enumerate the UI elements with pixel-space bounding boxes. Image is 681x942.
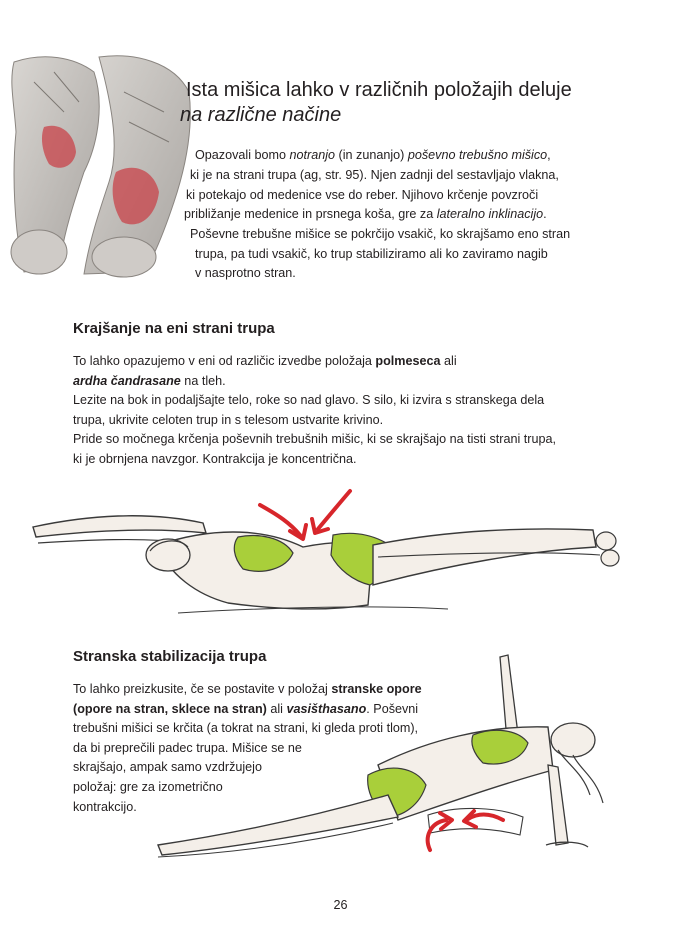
section1-heading: Krajšanje na eni strani trupa <box>73 320 275 337</box>
section2-line: da bi preprečili padec trupa. Mišice se ne <box>73 740 302 755</box>
side-plank-pose-illustration <box>128 655 668 875</box>
section1-line: To lahko opazujemo v eni od različic izvedbe položaja polmeseca ali <box>73 354 457 368</box>
page-title-line1: Ista mišica lahko v različnih položajih deluje <box>186 79 572 101</box>
section1-line: trupa, ukrivite celoten trup in s telesom ustvarite krivino. <box>73 412 384 427</box>
intro-line-6: trupa, pa tudi vsakič, ko trup stabiliziramo ali ko zaviramo nagib <box>195 247 548 261</box>
section2-line: kontrakcijo. <box>73 799 137 814</box>
section1-line: ki je obrnjena navzgor. Kontrakcija je koncentrična. <box>73 451 357 466</box>
page-title-line2: na različne načine <box>180 104 342 126</box>
section2-line: skrajšajo, ampak samo vzdržujejo <box>73 760 262 775</box>
page-number: 26 <box>333 898 348 912</box>
section2-line: To lahko preizkusite, če se postavite v položaj stranske opore <box>73 682 422 696</box>
section2-line: trebušni mišici se krčita (a tokrat na strani, ki gleda proti tlom), <box>73 721 419 736</box>
section1-body <box>73 352 593 470</box>
intro-line-1: Opazovali bomo notranjo (in zunanjo) poševno trebušno mišico, <box>195 148 551 162</box>
section1-line: Lezite na bok in podaljšajte telo, roke so nad glavo. S silo, ki izvira s stranskega dela <box>73 393 545 408</box>
intro-line-2: ki je na strani trupa (ag, str. 95). Njen zadnji del sestavljajo vlakna, <box>190 168 559 182</box>
intro-line-5: Poševne trebušne mišice se pokrčijo vsakič, ko skrajšamo eno stran <box>190 227 571 241</box>
side-lying-pose-illustration <box>28 485 653 615</box>
anatomy-torso-illustration <box>4 52 194 282</box>
intro-line-4: približanje medenice in prsnega koša, gre za lateralno inklinacijo. <box>184 207 547 221</box>
section2-heading: Stranska stabilizacija trupa <box>73 648 267 665</box>
intro-line-7: v nasprotno stran. <box>195 266 296 280</box>
section1-line: Pride so močnega krčenja poševnih trebušnih mišic, ki se skrajšajo na tisti strani trupa, <box>73 432 556 447</box>
intro-line-3: ki potekajo od medenice vse do reber. Njihovo krčenje povzroči <box>186 188 539 202</box>
section2-line: položaj: gre za izometrično <box>73 779 223 794</box>
section1-line: ardha čandrasane na tleh. <box>73 373 226 388</box>
section2-line: (opore na stran, sklece na stran) ali vasišthasano. Poševni <box>73 701 419 716</box>
